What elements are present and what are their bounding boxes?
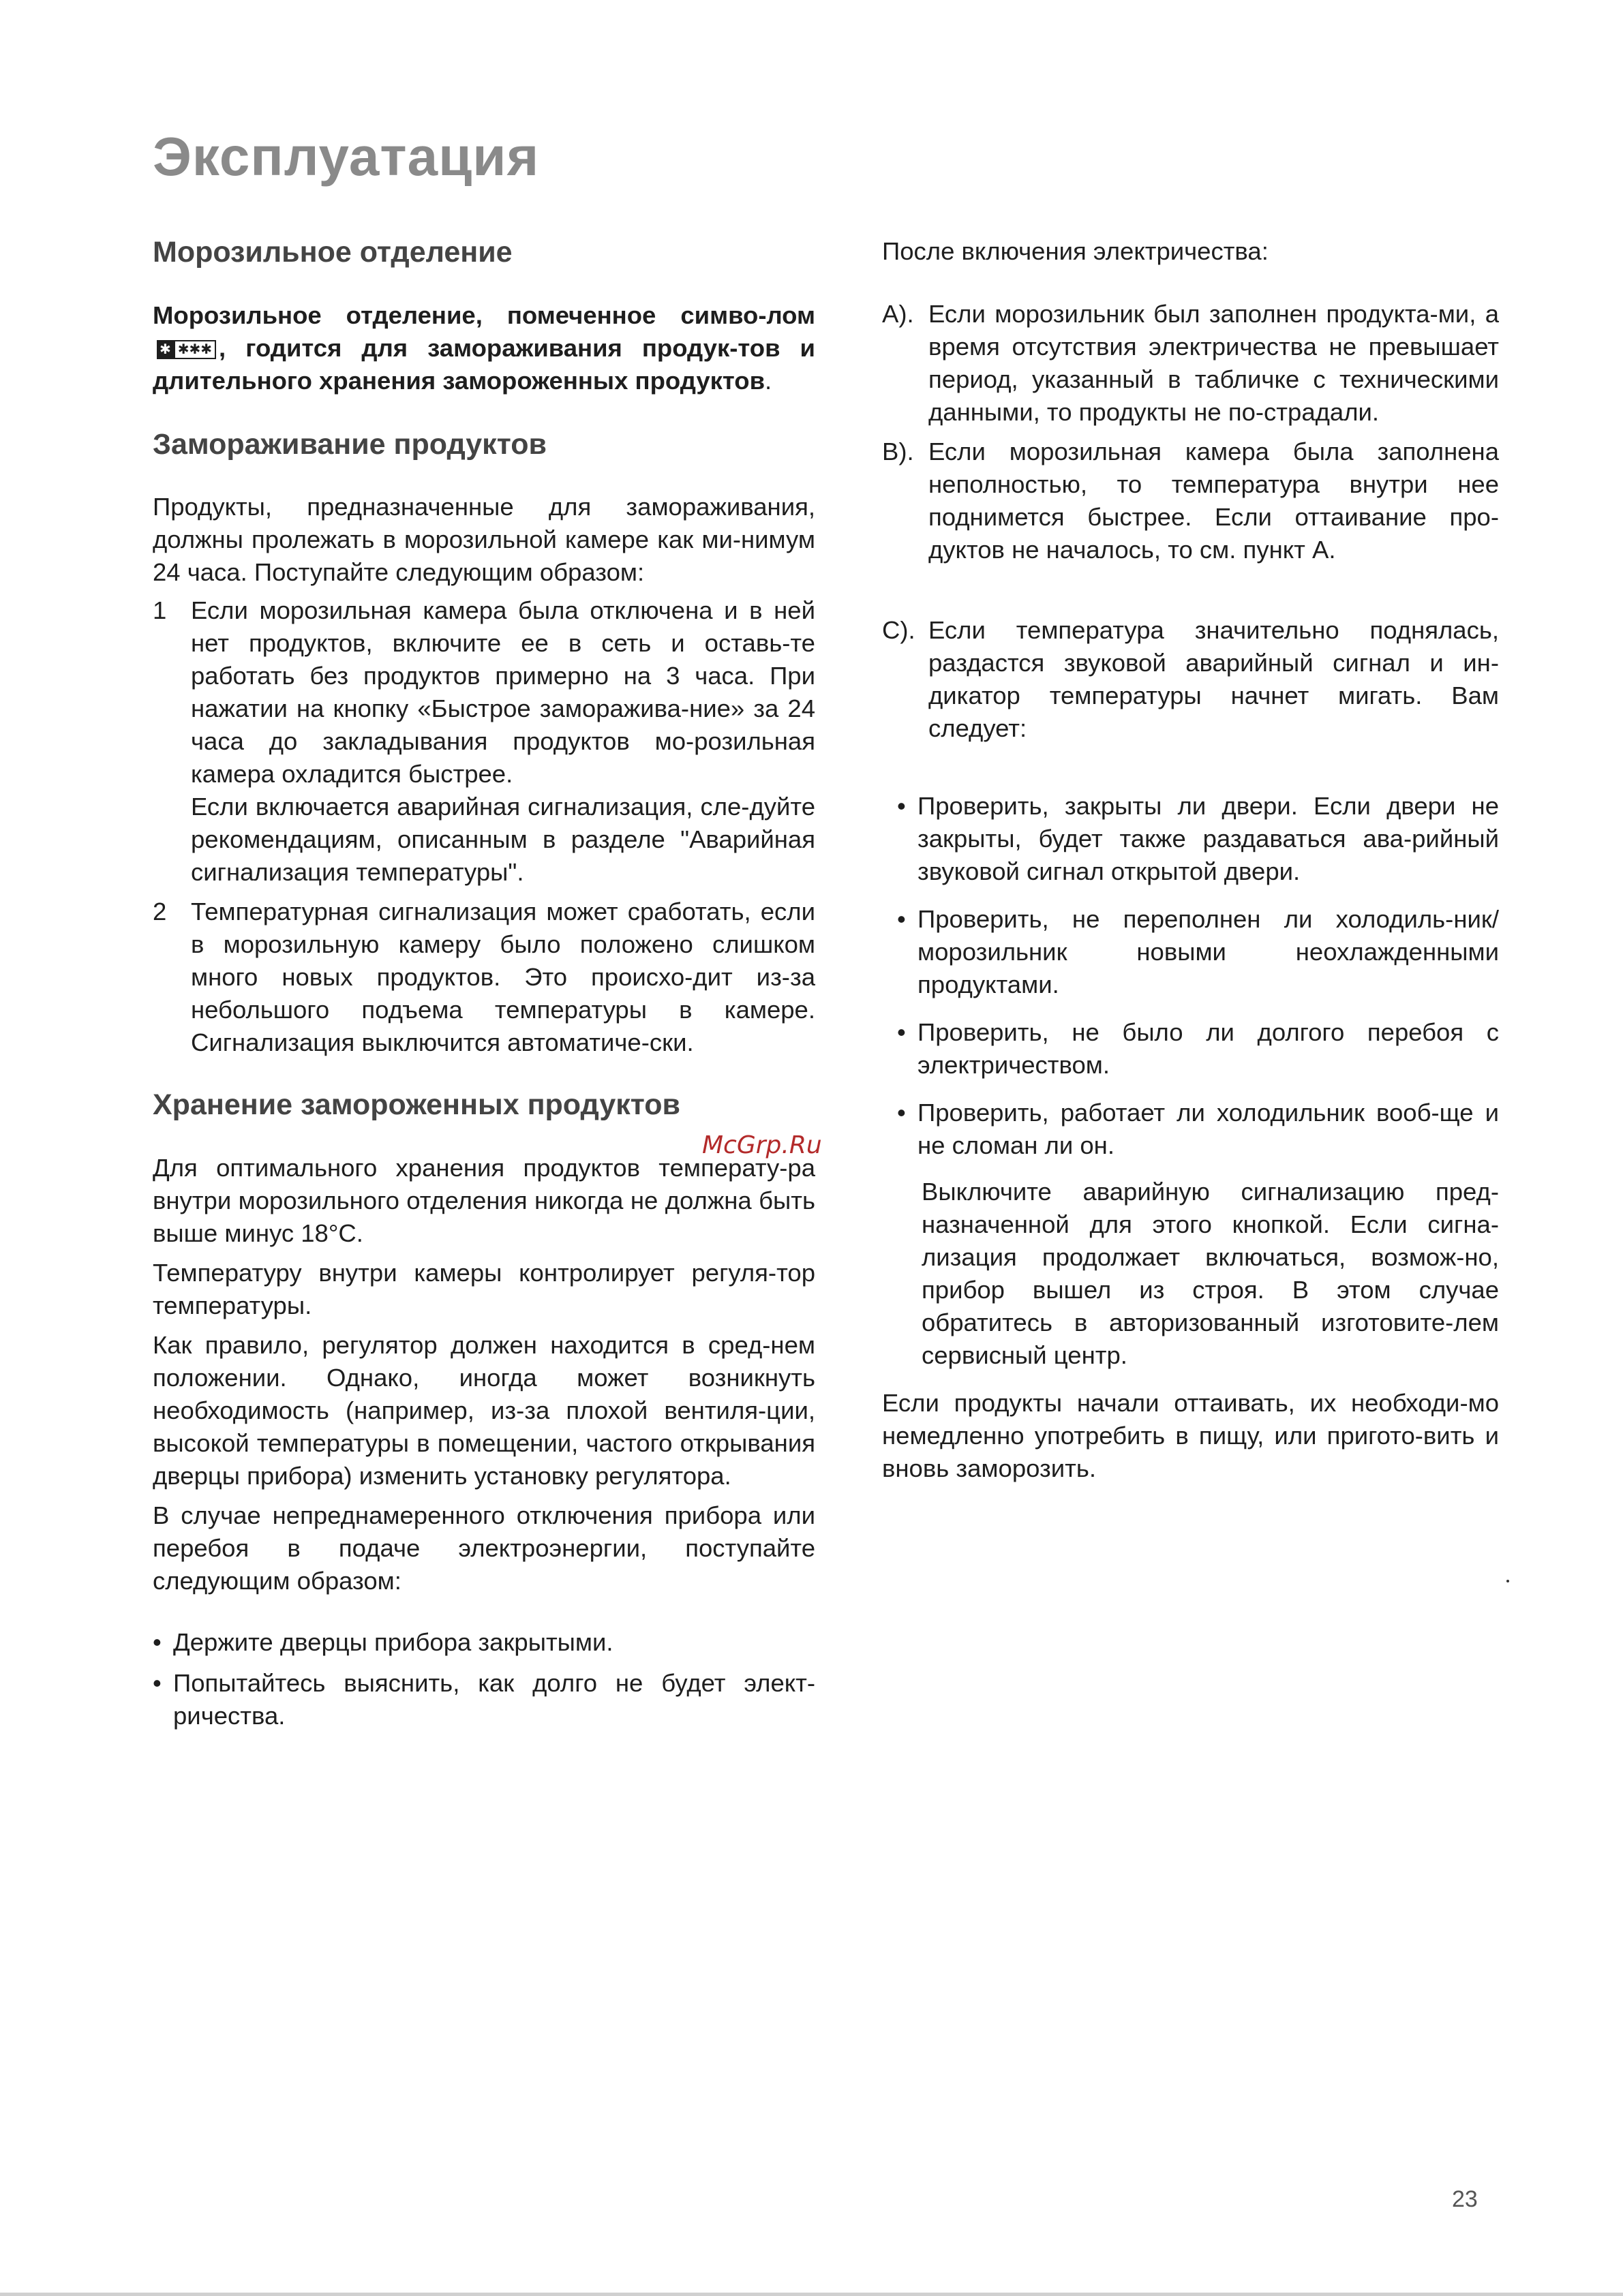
stray-dot xyxy=(1506,1580,1509,1582)
bullet-icon: • xyxy=(153,1668,162,1697)
closing-paragraph: Если продукты начали оттаивать, их необходи-мо немедленно употребить в пищу, или пригото-вить и вновь заморозить. xyxy=(882,1389,1499,1482)
list-item-text: Если морозильная камера была заполнена неполностью, то температура внутри нее поднимется быстрее. Если оттаивание про-дуктов не началось, то см. пункт A. xyxy=(928,438,1499,564)
storage-paragraph: Как правило, регулятор должен находится в сред-нем положении. Однако, иногда может возникнуть необходимость (например, из-за плохой вентиля-ции, высокой температуры в помещении, частого открывания дверцы прибора) изменить установку регулятора. xyxy=(153,1330,815,1490)
power-restore-intro: После включения электричества: xyxy=(882,237,1269,265)
list-item-text: Проверить, не переполнен ли холодиль-ник/морозильник новыми неохлажденными продуктами. xyxy=(917,905,1499,998)
bullet-icon: • xyxy=(153,1627,162,1656)
section-heading-freezer: Морозильное отделение xyxy=(153,236,513,269)
list-item-text: Если температура значительно поднялась, раздастся звуковой аварийный сигнал и ин-дикатор температуры начнет мигать. Вам следует: xyxy=(928,616,1499,742)
section-heading-freezing: Замораживание продуктов xyxy=(153,427,547,461)
list-item xyxy=(153,896,815,1059)
bullet-icon: • xyxy=(897,1018,906,1046)
list-item-text: Температурная сигнализация может сработать, если в морозильную камеру было положено слишком много новых продуктов. Это происхо-дит из-за небольшого подъема температуры в камере. Сигнализация выключится автоматиче-ски. xyxy=(191,898,815,1057)
list-item xyxy=(897,1097,1499,1162)
list-number: 1 xyxy=(153,596,167,625)
list-item-text: Попытайтесь выяснить, как долго не будет элект-ричества. xyxy=(173,1668,815,1730)
freezing-intro: Продукты, предназначенные для замораживания, должны пролежать в морозильной камере как ми-нимум 24 часа. Поступайте следующим образом: xyxy=(153,493,815,587)
list-item-text: Держите дверцы прибора закрытыми. xyxy=(173,1627,613,1656)
list-letter: A). xyxy=(882,300,914,328)
list-item xyxy=(153,1626,815,1659)
list-item xyxy=(882,614,1499,745)
list-number: 2 xyxy=(153,898,167,926)
list-item-text: Проверить, не было ли долгого перебоя с электричеством. xyxy=(917,1018,1499,1079)
check-bullets xyxy=(882,790,1499,1162)
bullet-icon: • xyxy=(897,792,906,820)
list-item-text: Проверить, работает ли холодильник вооб-ще и не сломан ли он. xyxy=(917,1099,1499,1159)
page-number: 23 xyxy=(1452,2186,1478,2212)
page-title: Эксплуатация xyxy=(153,126,540,187)
left-column xyxy=(153,235,815,1732)
list-item xyxy=(897,790,1499,888)
list-item xyxy=(153,1667,815,1732)
list-item xyxy=(897,1016,1499,1082)
bullet-icon: • xyxy=(897,1099,906,1127)
bullet-icon: • xyxy=(897,905,906,933)
list-item-text: Если морозильник был заполнен продукта-ми, а время отсутствия электричества не превышает период, указанный в табличке с техническими данными, то продукты не по-страдали. xyxy=(928,300,1499,426)
four-star-freezer-symbol-icon: ✱ ✱✱✱ xyxy=(157,339,216,360)
freezer-intro: Морозильное отделение, помеченное симво-лом ✱ ✱✱✱ , годится для замораживания продук-тов и длительного хранения замороженных продуктов. xyxy=(153,301,815,395)
watermark: McGrp.Ru xyxy=(702,1131,822,1159)
freezing-steps-list xyxy=(153,594,815,1059)
list-item-text: Если включается аварийная сигнализация, сле-дуйте рекомендациям, описанным в разделе "Аварийная сигнализация температуры". xyxy=(191,793,815,887)
storage-bullets xyxy=(153,1626,815,1732)
list-item xyxy=(897,903,1499,1001)
list-item-text: Проверить, закрыты ли двери. Если двери не закрыты, будет также раздаваться ава-рийный звуковой сигнал открытой двери. xyxy=(917,792,1499,885)
storage-paragraph: Для оптимального хранения продуктов температу-ра внутри морозильного отделения никогда не должна быть выше минус 18°C. xyxy=(153,1153,815,1247)
list-item xyxy=(882,298,1499,429)
list-item xyxy=(153,594,815,889)
right-column xyxy=(882,235,1499,1485)
storage-paragraph: В случае непреднамеренного отключения прибора или перебоя в подаче электроэнергии, поступайте следующим образом: xyxy=(153,1501,815,1595)
list-item-text: Если морозильная камера была отключена и в ней нет продуктов, включите ее в сеть и оставь-те работать без продуктов примерно на 3 часа. При нажатии на кнопку «Быстрое заморажива-ние» за 24 часа до закладывания продуктов мо-розильная камера охладится быстрее. xyxy=(191,596,815,789)
power-restore-cases xyxy=(882,298,1499,745)
section-heading-storage: Хранение замороженных продуктов xyxy=(153,1088,680,1122)
list-letter: B). xyxy=(882,438,914,465)
list-letter: C). xyxy=(882,616,915,644)
alarm-note: Выключите аварийную сигнализацию пред-назначенной для этого кнопкой. Если сигна-лизация продолжает включаться, возмож-но, прибор вышел из строя. В этом случае обратитесь в авторизованный изготовите-лем сервисный центр. xyxy=(922,1178,1499,1369)
footer-line xyxy=(0,2293,1623,2296)
storage-paragraph: Температуру внутри камеры контролирует регуля-тор температуры. xyxy=(153,1258,815,1319)
list-item xyxy=(882,435,1499,566)
